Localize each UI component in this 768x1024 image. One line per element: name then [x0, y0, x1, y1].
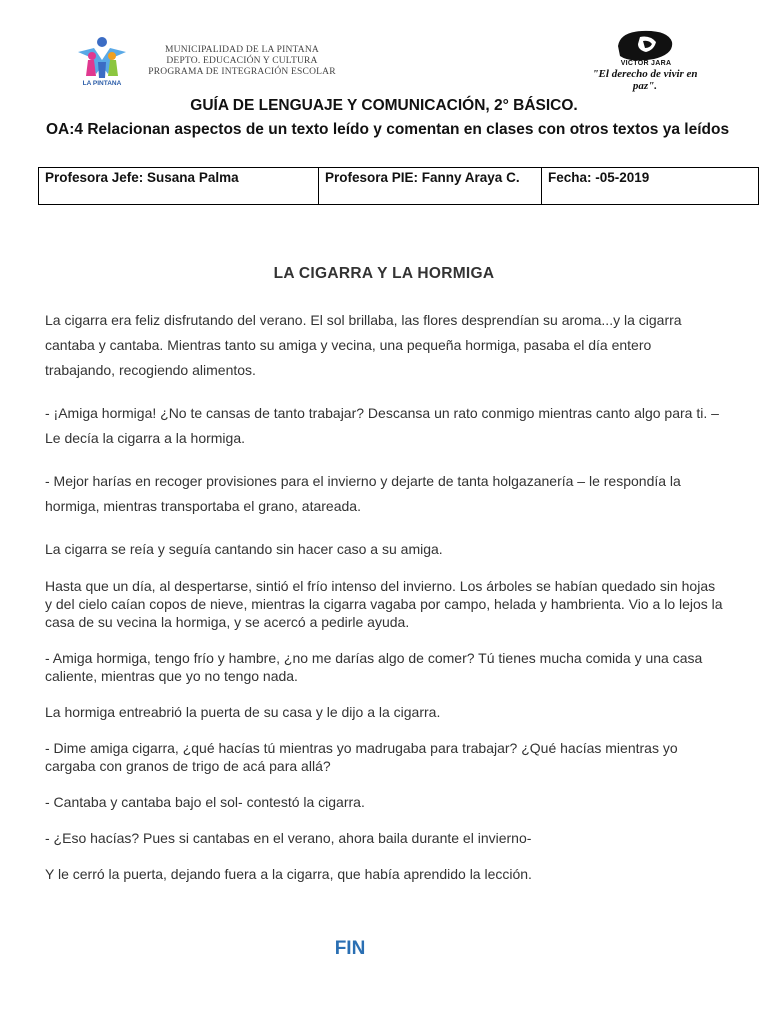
info-row [39, 168, 759, 205]
date-cell: Fecha: -05-2019 [542, 168, 759, 205]
program-line: PROGRAMA DE INTEGRACIÓN ESCOLAR [148, 67, 336, 77]
learning-objective: OA:4 Relacionan aspectos de un texto leído y comentan en clases con otros textos ya leídos [46, 121, 730, 138]
guide-title: GUÍA DE LENGUAJE Y COMUNICACIÓN, 2° BÁSICO. [190, 97, 578, 114]
municipality-block [132, 45, 352, 78]
victor-jara-logo-icon [610, 28, 680, 64]
story-paragraph: - Dime amiga cigarra, ¿qué hacías tú mientras yo madrugaba para trabajar? ¿Qué hacías mientras yo cargaba con granos de trigo de acá para allá? [45, 740, 678, 774]
department-line: DEPTO. EDUCACIÓN Y CULTURA [166, 56, 318, 66]
municipality-line: MUNICIPALIDAD DE LA PINTANA [165, 45, 319, 55]
story-paragraph: - Cantaba y cantaba bajo el sol- contestó la cigarra. [45, 794, 365, 810]
victor-jara-name: VICTOR JARA [620, 60, 672, 67]
end-marker: FIN [334, 938, 366, 959]
story-paragraph: Y le cerró la puerta, dejando fuera a la cigarra, que había aprendido la lección. [45, 866, 532, 882]
svg-text:LA PINTANA: LA PINTANA [82, 80, 122, 87]
story-paragraph: La hormiga entreabrió la puerta de su casa y le dijo a la cigarra. [45, 704, 441, 720]
story-paragraph: La cigarra era feliz disfrutando del verano. El sol brillaba, las flores desprendían su aroma...y la cigarra cantaba y cantaba. Mientras tanto su amiga y vecina, una pequeña hormiga, pasaba el día entero trabajando, recogiendo alimentos. [45, 312, 682, 378]
document-header [0, 0, 768, 95]
story-paragraph: - ¡Amiga hormiga! ¿No te cansas de tanto trabajar? Descansa un rato conmigo mientras canto algo para ti. – Le decía la cigarra a la hormiga. [45, 405, 719, 446]
story-paragraph: - Mejor harías en recoger provisiones para el invierno y dejarte de tanta holgazanería – le respondía la hormiga, mientras transportaba el grano, atareada. [45, 473, 681, 514]
story-paragraph: Hasta que un día, al despertarse, sintió el frío intenso del invierno. Los árboles se habían quedado sin hojas y del cielo caían copos de nieve, mientras la cigarra vagaba por campo, helada y hambrienta. Vio a lo lejos la casa de su vecina la hormiga, y se acercó a pedirle ayuda. [45, 578, 723, 630]
la-pintana-logo-icon [72, 34, 132, 88]
story-paragraph: - Amiga hormiga, tengo frío y hambre, ¿no me darías algo de comer? Tú tienes mucha comida y una casa caliente, mientras que yo no tengo nada. [45, 650, 703, 684]
teacher-cell: Profesora Jefe: Susana Palma [39, 168, 319, 205]
story-paragraph: - ¿Eso hacías? Pues si cantabas en el verano, ahora baila durante el invierno- [45, 830, 532, 846]
story-title: LA CIGARRA Y LA HORMIGA [273, 265, 495, 282]
motto-text: "El derecho de vivir en paz". [592, 68, 698, 92]
info-table [38, 167, 759, 205]
pie-teacher-cell: Profesora PIE: Fanny Araya C. [319, 168, 542, 205]
story-paragraph: La cigarra se reía y seguía cantando sin hacer caso a su amiga. [45, 541, 443, 557]
story-body [45, 308, 725, 883]
